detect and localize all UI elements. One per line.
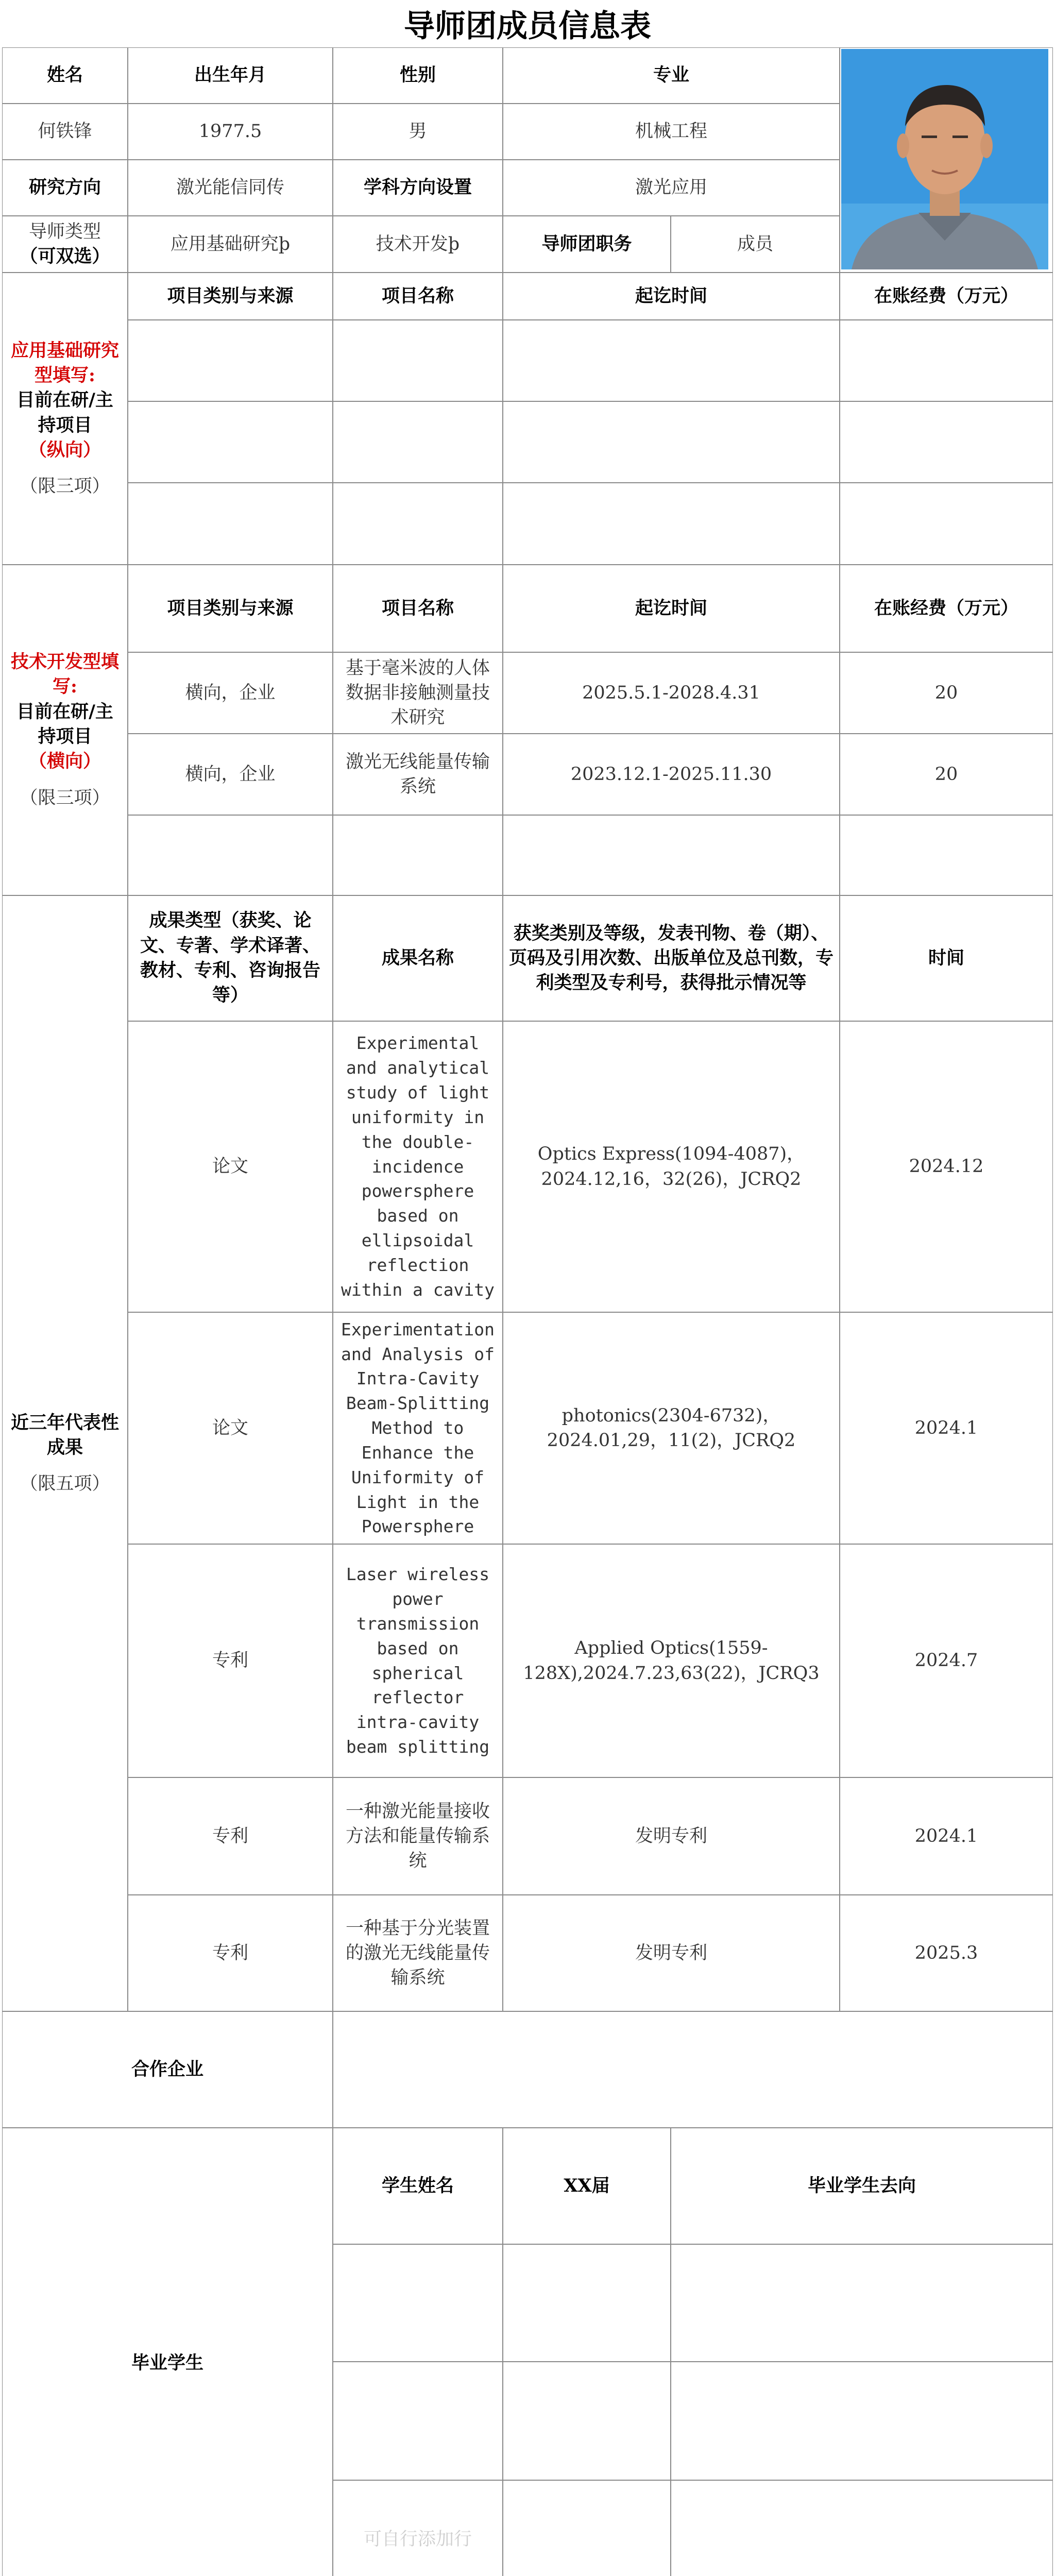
tech-row-3-name[interactable] (333, 815, 503, 895)
basic-row-1-period[interactable] (503, 320, 840, 401)
graduate-add-row-hint[interactable]: 可自行添加行 (333, 2480, 503, 2576)
achieve-row-4-name: 一种激光能量接收方法和能量传输系统 (333, 1777, 503, 1895)
achieve-row-2-time: 2024.1 (840, 1312, 1053, 1544)
basic-row-3-funds[interactable] (840, 483, 1053, 565)
basic-row-2-funds[interactable] (840, 401, 1053, 483)
mentor-type-label (2, 216, 128, 273)
gender-label: 性别 (333, 47, 503, 104)
achieve-row-3-detail: Applied Optics(1559-128X),2024.7.23,63(22)，JCRQ3 (503, 1544, 840, 1777)
tech-row-3-funds[interactable] (840, 815, 1053, 895)
achieve-row-5-name: 一种基于分光装置的激光无线能量传输系统 (333, 1895, 503, 2011)
basic-row-3-period[interactable] (503, 483, 840, 565)
role-label: 导师团职务 (503, 216, 671, 273)
tech-row-1-name: 基于毫米波的人体数据非接触测量技术研究 (333, 652, 503, 734)
graduate-row-2-destination[interactable] (671, 2362, 1053, 2480)
achieve-row-2-type: 论文 (128, 1312, 333, 1544)
basic-research-section-label (2, 273, 128, 565)
gender-value: 男 (333, 104, 503, 160)
basic-row-2-name[interactable] (333, 401, 503, 483)
basic-row-3-name[interactable] (333, 483, 503, 565)
tech-label-black: 目前在研/主持项目 (16, 701, 113, 747)
achieve-header-detail: 获奖类别及等级，发表刊物、卷（期）、页码及引用次数、出版单位及总刊数，专利类型及专利号，获得批示情况等 (503, 895, 840, 1021)
tech-label-red: 技术开发型填写: (10, 651, 119, 698)
name-label: 姓名 (2, 47, 128, 104)
basic-row-1-name[interactable] (333, 320, 503, 401)
tech-header-source: 项目类别与来源 (128, 565, 333, 652)
achieve-row-2-name: Experimentation and Analysis of Intra-Cavity Beam-Splitting Method to Enhance the Uniformity of Light in the Powersphere (333, 1312, 503, 1544)
graduate-row-1-name[interactable] (333, 2244, 503, 2362)
achieve-row-4-time: 2024.1 (840, 1777, 1053, 1895)
major-label: 专业 (503, 47, 840, 104)
graduate-row-1-class[interactable] (503, 2244, 671, 2362)
tech-label-red2: （横向） (28, 751, 101, 772)
achieve-row-1-name: Experimental and analytical study of light uniformity in the double-incidence powersphere based on ellipsoidal reflection within a cavity (333, 1021, 503, 1312)
achieve-row-4-type: 专利 (128, 1777, 333, 1895)
role-value: 成员 (671, 216, 840, 273)
discipline-label: 学科方向设置 (333, 160, 503, 216)
graduate-row-3-destination[interactable] (671, 2480, 1053, 2576)
tech-limit: （限三项） (20, 787, 110, 808)
basic-header-name: 项目名称 (333, 273, 503, 320)
basic-header-source: 项目类别与来源 (128, 273, 333, 320)
tech-row-2-funds: 20 (840, 734, 1053, 815)
mentor-type-label-1: 导师类型 (28, 221, 101, 242)
basic-row-3-source[interactable] (128, 483, 333, 565)
tech-row-2-period: 2023.12.1-2025.11.30 (503, 734, 840, 815)
achievements-limit: （限五项） (20, 1473, 110, 1495)
graduate-row-2-name[interactable] (333, 2362, 503, 2480)
achieve-header-time: 时间 (840, 895, 1053, 1021)
achieve-row-5-type: 专利 (128, 1895, 333, 2011)
achieve-row-3-name: Laser wireless power transmission based on spherical reflector intra-cavity beam splitting (333, 1544, 503, 1777)
basic-label-red2: （纵向） (28, 439, 101, 461)
birth-value: 1977.5 (128, 104, 333, 160)
graduate-row-1-destination[interactable] (671, 2244, 1053, 2362)
research-value: 激光能信同传 (128, 160, 333, 216)
mentor-type-option-basic[interactable]: 应用基础研究þ (128, 216, 333, 273)
basic-row-2-period[interactable] (503, 401, 840, 483)
tech-row-3-source[interactable] (128, 815, 333, 895)
tech-header-funds: 在账经费（万元） (840, 565, 1053, 652)
mentor-type-label-2: （可双选） (20, 246, 110, 267)
graduates-header-destination: 毕业学生去向 (671, 2128, 1053, 2244)
achievements-label: 近三年代表性成果 (10, 1412, 119, 1458)
basic-row-2-source[interactable] (128, 401, 333, 483)
graduates-header-name: 学生姓名 (333, 2128, 503, 2244)
tech-row-1-source: 横向，企业 (128, 652, 333, 734)
photo-cell (840, 47, 1053, 273)
tech-dev-section-label (2, 565, 128, 895)
basic-row-1-funds[interactable] (840, 320, 1053, 401)
achieve-row-1-type: 论文 (128, 1021, 333, 1312)
basic-header-period: 起讫时间 (503, 273, 840, 320)
graduates-label: 毕业学生 (2, 2128, 333, 2576)
achieve-row-5-time: 2025.3 (840, 1895, 1053, 2011)
achieve-row-1-detail: Optics Express(1094-4087)，2024.12,16，32(26)，JCRQ2 (503, 1021, 840, 1312)
name-value: 何铁锋 (2, 104, 128, 160)
major-value: 机械工程 (503, 104, 840, 160)
tech-row-2-source: 横向，企业 (128, 734, 333, 815)
graduate-row-2-class[interactable] (503, 2362, 671, 2480)
achieve-row-2-detail: photonics(2304-6732)，2024.01,29，11(2)，JCRQ2 (503, 1312, 840, 1544)
discipline-value: 激光应用 (503, 160, 840, 216)
achieve-header-name: 成果名称 (333, 895, 503, 1021)
basic-label-red: 应用基础研究型填写: (10, 340, 119, 386)
basic-row-1-source[interactable] (128, 320, 333, 401)
tech-header-name: 项目名称 (333, 565, 503, 652)
basic-header-funds: 在账经费（万元） (840, 273, 1053, 320)
birth-label: 出生年月 (128, 47, 333, 104)
tech-row-1-period: 2025.5.1-2028.4.31 (503, 652, 840, 734)
page-title: 导师团成员信息表 (404, 8, 651, 44)
cooperation-value[interactable] (333, 2011, 1053, 2128)
graduates-header-class: XX届 (503, 2128, 671, 2244)
achieve-row-3-type: 专利 (128, 1544, 333, 1777)
tech-row-1-funds: 20 (840, 652, 1053, 734)
achieve-row-4-detail: 发明专利 (503, 1777, 840, 1895)
achieve-row-5-detail: 发明专利 (503, 1895, 840, 2011)
achieve-row-3-time: 2024.7 (840, 1544, 1053, 1777)
profile-photo (841, 49, 1048, 269)
cooperation-label: 合作企业 (2, 2011, 333, 2128)
graduate-row-3-class[interactable] (503, 2480, 671, 2576)
tech-row-3-period[interactable] (503, 815, 840, 895)
basic-label-black: 目前在研/主持项目 (16, 389, 113, 436)
mentor-type-option-tech[interactable]: 技术开发þ (333, 216, 503, 273)
tech-header-period: 起讫时间 (503, 565, 840, 652)
achievements-section-label (2, 895, 128, 2011)
tech-row-2-name: 激光无线能量传输系统 (333, 734, 503, 815)
achieve-row-1-time: 2024.12 (840, 1021, 1053, 1312)
basic-limit: （限三项） (20, 476, 110, 497)
research-label: 研究方向 (2, 160, 128, 216)
achieve-header-type: 成果类型（获奖、论文、专著、学术译著、教材、专利、咨询报告等） (128, 895, 333, 1021)
